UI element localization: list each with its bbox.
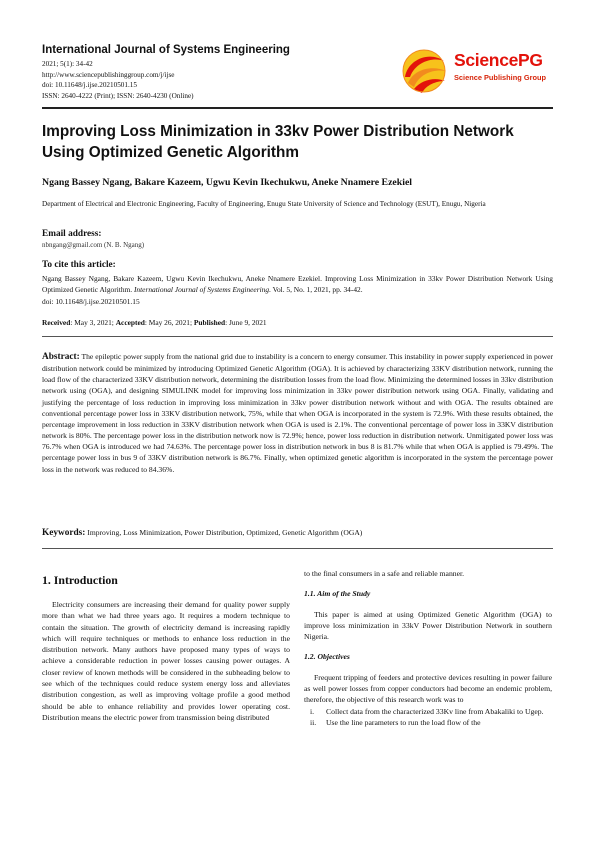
article-authors: Ngang Bassey Ngang, Bakare Kazeem, Ugwu Kevin Ikechukwu, Aneke Nnamere Ezekiel <box>42 177 413 188</box>
logo-name: SciencePG <box>454 50 543 70</box>
intro-paragraph: Electricity consumers are increasing their demand for quality power supply more than what we had three years ago. It requires a modern technique to contain the situation. The growth of electricity demand is increasing rapidly which will require techniques or methods to enhance loss reduction in the distribution network. Many authors have proposed many types of ways to achieve a considerable reduction in power losses causing power outages. A closer review of known methods will be considered in the subheading below to see which of the techniques could reduce system energy loss and alleviates distribution congestion, as well as improving voltage profile a good method should be able to enhance reliability and provides lower operating cost. Distribution means the electric power from transmission being distributed <box>42 600 290 722</box>
abstract-label: Abstract: <box>42 352 80 362</box>
subsection-heading-aim: 1.1. Aim of the Study <box>304 589 371 599</box>
journal-title: International Journal of Systems Engineering <box>42 44 290 56</box>
list-item-text: Collect data from the characterized 33Kv line from Abakaliki to Ugep. <box>326 706 544 716</box>
citation-volume: . Vol. 5, No. 1, 2021, pp. 34-42. <box>269 285 363 295</box>
abstract-top-divider <box>42 336 553 337</box>
author-email[interactable]: nbngang@gmail.com (N. B. Ngang) <box>42 241 145 249</box>
subsection-heading-objectives: 1.2. Objectives <box>304 652 350 662</box>
body-column-left <box>42 565 290 723</box>
sciencepg-logo <box>400 47 555 95</box>
aim-paragraph: This paper is aimed at using Optimized Genetic Algorithm (OGA) to improve loss minimization in 33kV Power Distribution Network in southern Nigeria. <box>304 609 552 642</box>
published-date: : June 9, 2021 <box>225 318 267 327</box>
article-meta <box>42 59 194 101</box>
citation-main: Ngang Bassey Ngang, Bakare Kazeem, Ugwu Kevin Ikechukwu, Aneke Nnamere Ezekiel. Improving Loss Minimization in 33kv Power Distribution Network Using Optimized Genetic Algorithm. <box>42 274 553 295</box>
header-divider <box>42 107 553 109</box>
list-item <box>304 706 552 717</box>
list-item-number: i. <box>310 706 315 716</box>
article-title: Improving Loss Minimization in 33kv Power Distribution Network Using Optimized Genetic Algorithm <box>42 123 514 161</box>
keywords-text: Improving, Loss Minimization, Power Distribution, Optimized, Genetic Algorithm (OGA) <box>87 528 363 537</box>
meta-issn: ISSN: 2640-4222 (Print); ISSN: 2640-4230 (Online) <box>42 91 194 100</box>
published-label: Published <box>193 318 226 327</box>
received-date: : May 3, 2021; <box>70 318 116 327</box>
citation <box>42 273 553 307</box>
list-item-text: Use the line parameters to run the load flow of the <box>326 717 481 727</box>
logo-tagline: Science Publishing Group <box>454 73 546 82</box>
accepted-label: Accepted <box>115 318 145 327</box>
citation-journal: International Journal of Systems Engineering <box>133 285 270 295</box>
meta-url[interactable]: http://www.sciencepublishinggroup.com/j/ijse <box>42 70 175 79</box>
list-item-number: ii. <box>310 717 317 727</box>
section-heading-introduction: 1. Introduction <box>42 573 118 587</box>
abstract <box>42 351 553 475</box>
received-label: Received <box>42 318 71 327</box>
abstract-text: The epileptic power supply from the national grid due to instability is a concern to energy consumer. This instability in power supply experienced in power distribution network could be minimized by introducing Optimized Genetic Algorithm (OGA). It is achieved by characterizing 33KV distribution network, running the load flow of the characterized 33KV distribution network, determining the distribution losses from the load flow. Minimizing the determined losses in 33kv distribution network using (OGA), and designing SIMULINK model for improving loss minimization in 33kv power distribution network using OGA. Finally, validating and justifying the percentage of loss reduction in improving loss minimization in 33kv power distribution network without and with OGA. The results obtained are conventional percentage power loss in 33KV distribution network, 75%, while that when OGA is incorporated in the system is 72.9%. With these results obtained, the percentage improvement in loss reduction in 33KV distribution network when OGA is used is 2.1%. The conventional percentage of power loss in 33KV distribution network is 80%. The percentage power loss in the distribution network now is 72.9%; hence, power loss reduction in distribution network. Unmitigated power loss was 76.7% when OGA is introduced we had 74.63%. The percentage power loss in distribution network in bus 8 is 81.7% while that when OGA is applied is 79.49%. The percentage power loss in bus 9 of 33KV distribution network is 86.7%. Finally, when optimized genetic algorithm is incorporated in the system the percentage power loss in the network was reduced to 84.36%. <box>42 352 553 474</box>
author-affiliation: Department of Electrical and Electronic Engineering, Faculty of Engineering, Enugu State University of Science and Technology (ESUT), Enugu, Nigeria <box>42 200 486 208</box>
meta-doi[interactable]: doi: 10.11648/j.ijse.20210501.15 <box>42 81 137 90</box>
publication-dates <box>42 318 267 327</box>
keywords <box>42 528 553 538</box>
abstract-bottom-divider <box>42 548 553 549</box>
meta-volume: 2021; 5(1): 34-42 <box>42 60 93 68</box>
objectives-list <box>304 706 552 729</box>
email-label: Email address: <box>42 229 102 239</box>
cite-label: To cite this article: <box>42 260 116 270</box>
citation-doi[interactable]: doi: 10.11648/j.ijse.20210501.15 <box>42 296 140 306</box>
objectives-paragraph: Frequent tripping of feeders and protective devices resulting in power failure as well power losses from copper conductors had become an endemic problem, therefore, the objective of this research work was to <box>304 672 552 705</box>
intro-continuation: to the final consumers in a safe and reliable manner. <box>304 569 465 578</box>
accepted-date: : May 26, 2021; <box>144 318 194 327</box>
list-item <box>304 717 552 728</box>
body-column-right <box>304 568 552 728</box>
keywords-label: Keywords: <box>42 528 86 538</box>
sciencepg-swirl-icon <box>400 47 450 95</box>
